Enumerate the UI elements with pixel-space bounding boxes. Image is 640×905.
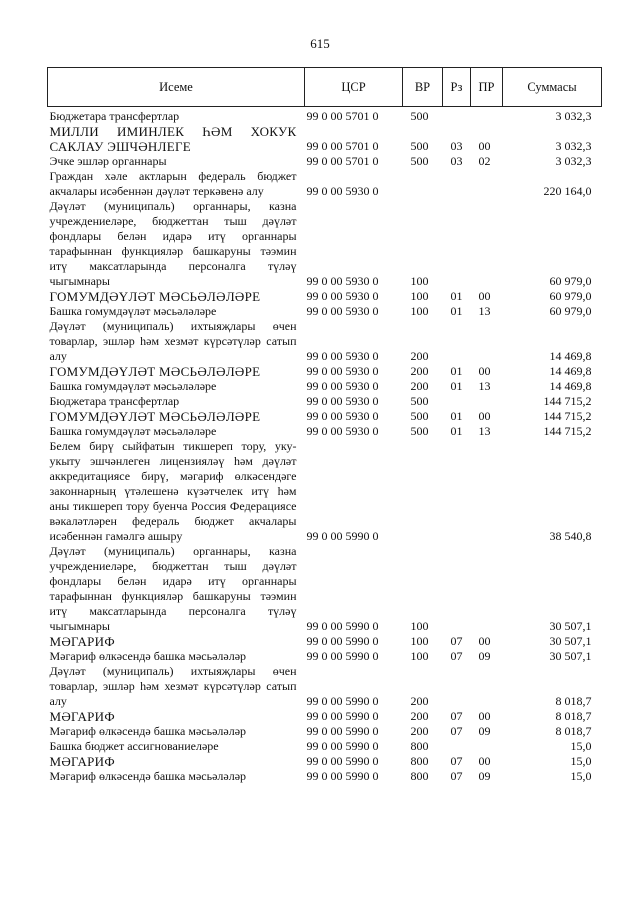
row-name-cell: Бюджетара трансфертлар: [49, 109, 180, 123]
row-sum-cell: 3 032,3: [555, 109, 592, 123]
row-rz-cell: [443, 439, 471, 544]
row-vr-cell: 500: [410, 109, 429, 123]
row-csr-cell: 99 0 00 5990 0: [306, 724, 379, 738]
row-sum-cell: 8 018,7: [555, 724, 592, 738]
row-pr-cell: 00: [478, 409, 491, 423]
row-rz-cell: 07: [450, 649, 463, 663]
row-name-cell: ГОМУМДӘҮЛӘТ МӘСЬӘЛӘЛӘРЕ: [49, 289, 261, 304]
row-vr-cell: 100: [410, 619, 429, 633]
table-row: [48, 724, 602, 739]
row-vr-cell: 500: [410, 394, 429, 408]
header-pr: ПР: [471, 68, 503, 107]
row-sum-cell: 14 469,8: [549, 349, 592, 363]
row-name-cell: Дәүләт (муниципаль) органнары, казна учреждениеләре, бюджеттан тыш дәүләт фондлары белән идарә итү органнары тарафыннан функцияләр башкаруны тәэмин итү максатларында персоналга түләү чыгымнары: [49, 544, 297, 633]
row-pr-cell: 13: [478, 424, 491, 438]
row-pr-cell: 13: [478, 379, 491, 393]
row-sum-cell: 3 032,3: [555, 139, 592, 153]
row-pr-cell: 00: [478, 139, 491, 153]
row-sum-cell: 30 507,1: [549, 634, 592, 648]
row-csr-cell: 99 0 00 5930 0: [306, 379, 379, 393]
budget-table-container: [47, 67, 601, 784]
row-csr-cell: 99 0 00 5990 0: [306, 754, 379, 768]
row-vr-cell: 100: [410, 304, 429, 318]
row-csr-cell: 99 0 00 5990 0: [306, 634, 379, 648]
row-rz-cell: 07: [450, 709, 463, 723]
row-pr-cell: [471, 394, 503, 409]
header-rz: Рз: [443, 68, 471, 107]
table-row: [48, 769, 602, 784]
row-rz-cell: 03: [450, 139, 463, 153]
row-name-cell: Мәгариф өлкәсендә башка мәсьәләләр: [49, 649, 247, 663]
table-row: [48, 394, 602, 409]
row-name-cell: Башка бюджет ассигнованиеләре: [49, 739, 219, 753]
row-sum-cell: 15,0: [570, 739, 592, 753]
row-csr-cell: 99 0 00 5990 0: [306, 769, 379, 783]
row-rz-cell: 07: [450, 724, 463, 738]
row-pr-cell: 09: [478, 769, 491, 783]
row-csr-cell: 99 0 00 5990 0: [306, 649, 379, 663]
row-rz-cell: 07: [450, 754, 463, 768]
row-vr-cell: 500: [410, 154, 429, 168]
row-vr-cell: 500: [410, 139, 429, 153]
table-row: [48, 709, 602, 724]
table-row: [48, 304, 602, 319]
row-vr-cell: 100: [410, 634, 429, 648]
budget-table: [47, 67, 602, 784]
row-pr-cell: 00: [478, 364, 491, 378]
row-name-cell: Башка гомумдәүләт мәсьәләләре: [49, 304, 217, 318]
row-name-cell: Эчке эшләр органнары: [49, 154, 167, 168]
row-pr-cell: 00: [478, 754, 491, 768]
row-name-cell: МИЛЛИ ИМИНЛЕК ҺӘМ ХОКУК САКЛАУ ЭШЧӘНЛЕГЕ: [49, 124, 297, 154]
row-vr-cell: 800: [410, 769, 429, 783]
row-pr-cell: [471, 739, 503, 754]
row-csr-cell: 99 0 00 5990 0: [306, 709, 379, 723]
row-csr-cell: 99 0 00 5930 0: [306, 304, 379, 318]
table-row: [48, 169, 602, 199]
row-pr-cell: 09: [478, 724, 491, 738]
row-pr-cell: [471, 199, 503, 289]
row-sum-cell: 60 979,0: [549, 289, 592, 303]
row-csr-cell: 99 0 00 5701 0: [306, 109, 379, 123]
row-name-cell: ГОМУМДӘҮЛӘТ МӘСЬӘЛӘЛӘРЕ: [49, 409, 261, 424]
table-row: [48, 649, 602, 664]
row-csr-cell: 99 0 00 5930 0: [306, 289, 379, 303]
row-name-cell: МӘГАРИФ: [49, 709, 115, 724]
row-sum-cell: 14 469,8: [549, 379, 592, 393]
row-sum-cell: 144 715,2: [543, 424, 592, 438]
row-name-cell: МӘГАРИФ: [49, 754, 115, 769]
row-pr-cell: 13: [478, 304, 491, 318]
row-name-cell: МӘГАРИФ: [49, 634, 115, 649]
table-row: [48, 364, 602, 379]
row-csr-cell: 99 0 00 5930 0: [306, 424, 379, 438]
row-sum-cell: 144 715,2: [543, 394, 592, 408]
table-body: [48, 107, 602, 785]
row-sum-cell: 38 540,8: [549, 529, 592, 543]
row-rz-cell: [443, 739, 471, 754]
row-vr-cell: 200: [410, 349, 429, 363]
row-rz-cell: 01: [450, 424, 463, 438]
row-csr-cell: 99 0 00 5990 0: [306, 739, 379, 753]
row-name-cell: Граждан хәле актларын федераль бюджет акчалары исәбеннән дәүләт теркәвенә алу: [49, 169, 297, 198]
row-vr-cell: 500: [410, 409, 429, 423]
row-rz-cell: 01: [450, 379, 463, 393]
row-pr-cell: [471, 169, 503, 199]
row-name-cell: Дәүләт (муниципаль) ихтыяҗлары өчен товарлар, эшләр һәм хезмәт күрсәтүләр сатып алу: [49, 319, 297, 363]
table-row: [48, 634, 602, 649]
row-csr-cell: 99 0 00 5930 0: [306, 349, 379, 363]
row-csr-cell: 99 0 00 5930 0: [306, 364, 379, 378]
row-pr-cell: 02: [478, 154, 491, 168]
row-sum-cell: 3 032,3: [555, 154, 592, 168]
row-pr-cell: [471, 109, 503, 124]
row-sum-cell: 30 507,1: [549, 649, 592, 663]
row-vr-cell: 500: [410, 424, 429, 438]
row-rz-cell: [443, 109, 471, 124]
table-row: [48, 319, 602, 364]
row-vr-cell: [403, 169, 443, 199]
row-name-cell: Мәгариф өлкәсендә башка мәсьәләләр: [49, 724, 247, 738]
table-row: [48, 439, 602, 544]
table-row: [48, 289, 602, 304]
row-sum-cell: 220 164,0: [543, 184, 592, 198]
row-rz-cell: 01: [450, 289, 463, 303]
row-sum-cell: 8 018,7: [555, 709, 592, 723]
page-number: 615: [310, 36, 330, 51]
row-sum-cell: 8 018,7: [555, 694, 592, 708]
header-vr: ВР: [403, 68, 443, 107]
row-rz-cell: 01: [450, 304, 463, 318]
row-pr-cell: 00: [478, 634, 491, 648]
row-name-cell: ГОМУМДӘҮЛӘТ МӘСЬӘЛӘЛӘРЕ: [49, 364, 261, 379]
row-rz-cell: 01: [450, 364, 463, 378]
row-csr-cell: 99 0 00 5990 0: [306, 694, 379, 708]
row-rz-cell: [443, 199, 471, 289]
row-csr-cell: 99 0 00 5701 0: [306, 139, 379, 153]
row-pr-cell: 09: [478, 649, 491, 663]
table-row: [48, 544, 602, 634]
row-vr-cell: 100: [410, 649, 429, 663]
table-row: [48, 664, 602, 709]
row-vr-cell: 200: [410, 694, 429, 708]
row-name-cell: Дәүләт (муниципаль) органнары, казна учреждениеләре, бюджеттан тыш дәүләт фондлары белән идарә итү органнары тарафыннан функцияләр башкаруны тәэмин итү максатларында персоналга түләү чыгымнары: [49, 199, 297, 288]
row-pr-cell: [471, 664, 503, 709]
row-pr-cell: 00: [478, 709, 491, 723]
row-name-cell: Башка гомумдәүләт мәсьәләләре: [49, 379, 217, 393]
row-vr-cell: [403, 439, 443, 544]
row-sum-cell: 144 715,2: [543, 409, 592, 423]
row-name-cell: Бюджетара трансфертлар: [49, 394, 180, 408]
row-sum-cell: 14 469,8: [549, 364, 592, 378]
row-pr-cell: [471, 544, 503, 634]
table-row: [48, 124, 602, 154]
row-csr-cell: 99 0 00 5701 0: [306, 154, 379, 168]
table-row: [48, 424, 602, 439]
row-vr-cell: 200: [410, 364, 429, 378]
table-row: [48, 379, 602, 394]
row-vr-cell: 200: [410, 709, 429, 723]
row-rz-cell: [443, 319, 471, 364]
row-rz-cell: [443, 169, 471, 199]
header-sum: Суммасы: [503, 68, 602, 107]
row-pr-cell: [471, 439, 503, 544]
row-name-cell: Дәүләт (муниципаль) ихтыяҗлары өчен товарлар, эшләр һәм хезмәт күрсәтүләр сатып алу: [49, 664, 297, 708]
row-csr-cell: 99 0 00 5930 0: [306, 184, 379, 198]
row-pr-cell: 00: [478, 289, 491, 303]
row-sum-cell: 15,0: [570, 769, 592, 783]
table-row: [48, 109, 602, 124]
row-name-cell: Башка гомумдәүләт мәсьәләләре: [49, 424, 217, 438]
row-name-cell: Белем бирү сыйфатын тикшереп тору, уку-укыту эшчәнлеген лицензияләү һәм дәүләт аккредитациясе бирү, мәгариф өлкәсендәге законнарның үтәлешенә күзәтчелек итү һәм аны тикшереп тору буенча Россия Федерациясе вәкаләтләрен федераль бюджет акчалары исәбеннән гамәлгә ашыру: [49, 439, 297, 543]
header-csr: ЦСР: [305, 68, 403, 107]
row-vr-cell: 200: [410, 724, 429, 738]
row-csr-cell: 99 0 00 5990 0: [306, 529, 379, 543]
table-row: [48, 754, 602, 769]
row-vr-cell: 100: [410, 274, 429, 288]
row-csr-cell: 99 0 00 5930 0: [306, 409, 379, 423]
table-row: [48, 154, 602, 169]
table-header-row: [48, 68, 602, 107]
table-row: [48, 739, 602, 754]
row-pr-cell: [471, 319, 503, 364]
row-sum-cell: 60 979,0: [549, 304, 592, 318]
row-name-cell: Мәгариф өлкәсендә башка мәсьәләләр: [49, 769, 247, 783]
row-rz-cell: [443, 544, 471, 634]
row-csr-cell: 99 0 00 5990 0: [306, 619, 379, 633]
table-row: [48, 199, 602, 289]
row-rz-cell: 07: [450, 769, 463, 783]
row-vr-cell: 800: [410, 739, 429, 753]
row-vr-cell: 200: [410, 379, 429, 393]
table-row: [48, 409, 602, 424]
row-vr-cell: 800: [410, 754, 429, 768]
row-vr-cell: 100: [410, 289, 429, 303]
row-rz-cell: [443, 394, 471, 409]
header-name: Исеме: [48, 68, 305, 107]
row-rz-cell: 03: [450, 154, 463, 168]
row-csr-cell: 99 0 00 5930 0: [306, 394, 379, 408]
row-rz-cell: [443, 664, 471, 709]
row-csr-cell: 99 0 00 5930 0: [306, 274, 379, 288]
row-rz-cell: 07: [450, 634, 463, 648]
row-sum-cell: 30 507,1: [549, 619, 592, 633]
row-rz-cell: 01: [450, 409, 463, 423]
row-sum-cell: 15,0: [570, 754, 592, 768]
row-sum-cell: 60 979,0: [549, 274, 592, 288]
